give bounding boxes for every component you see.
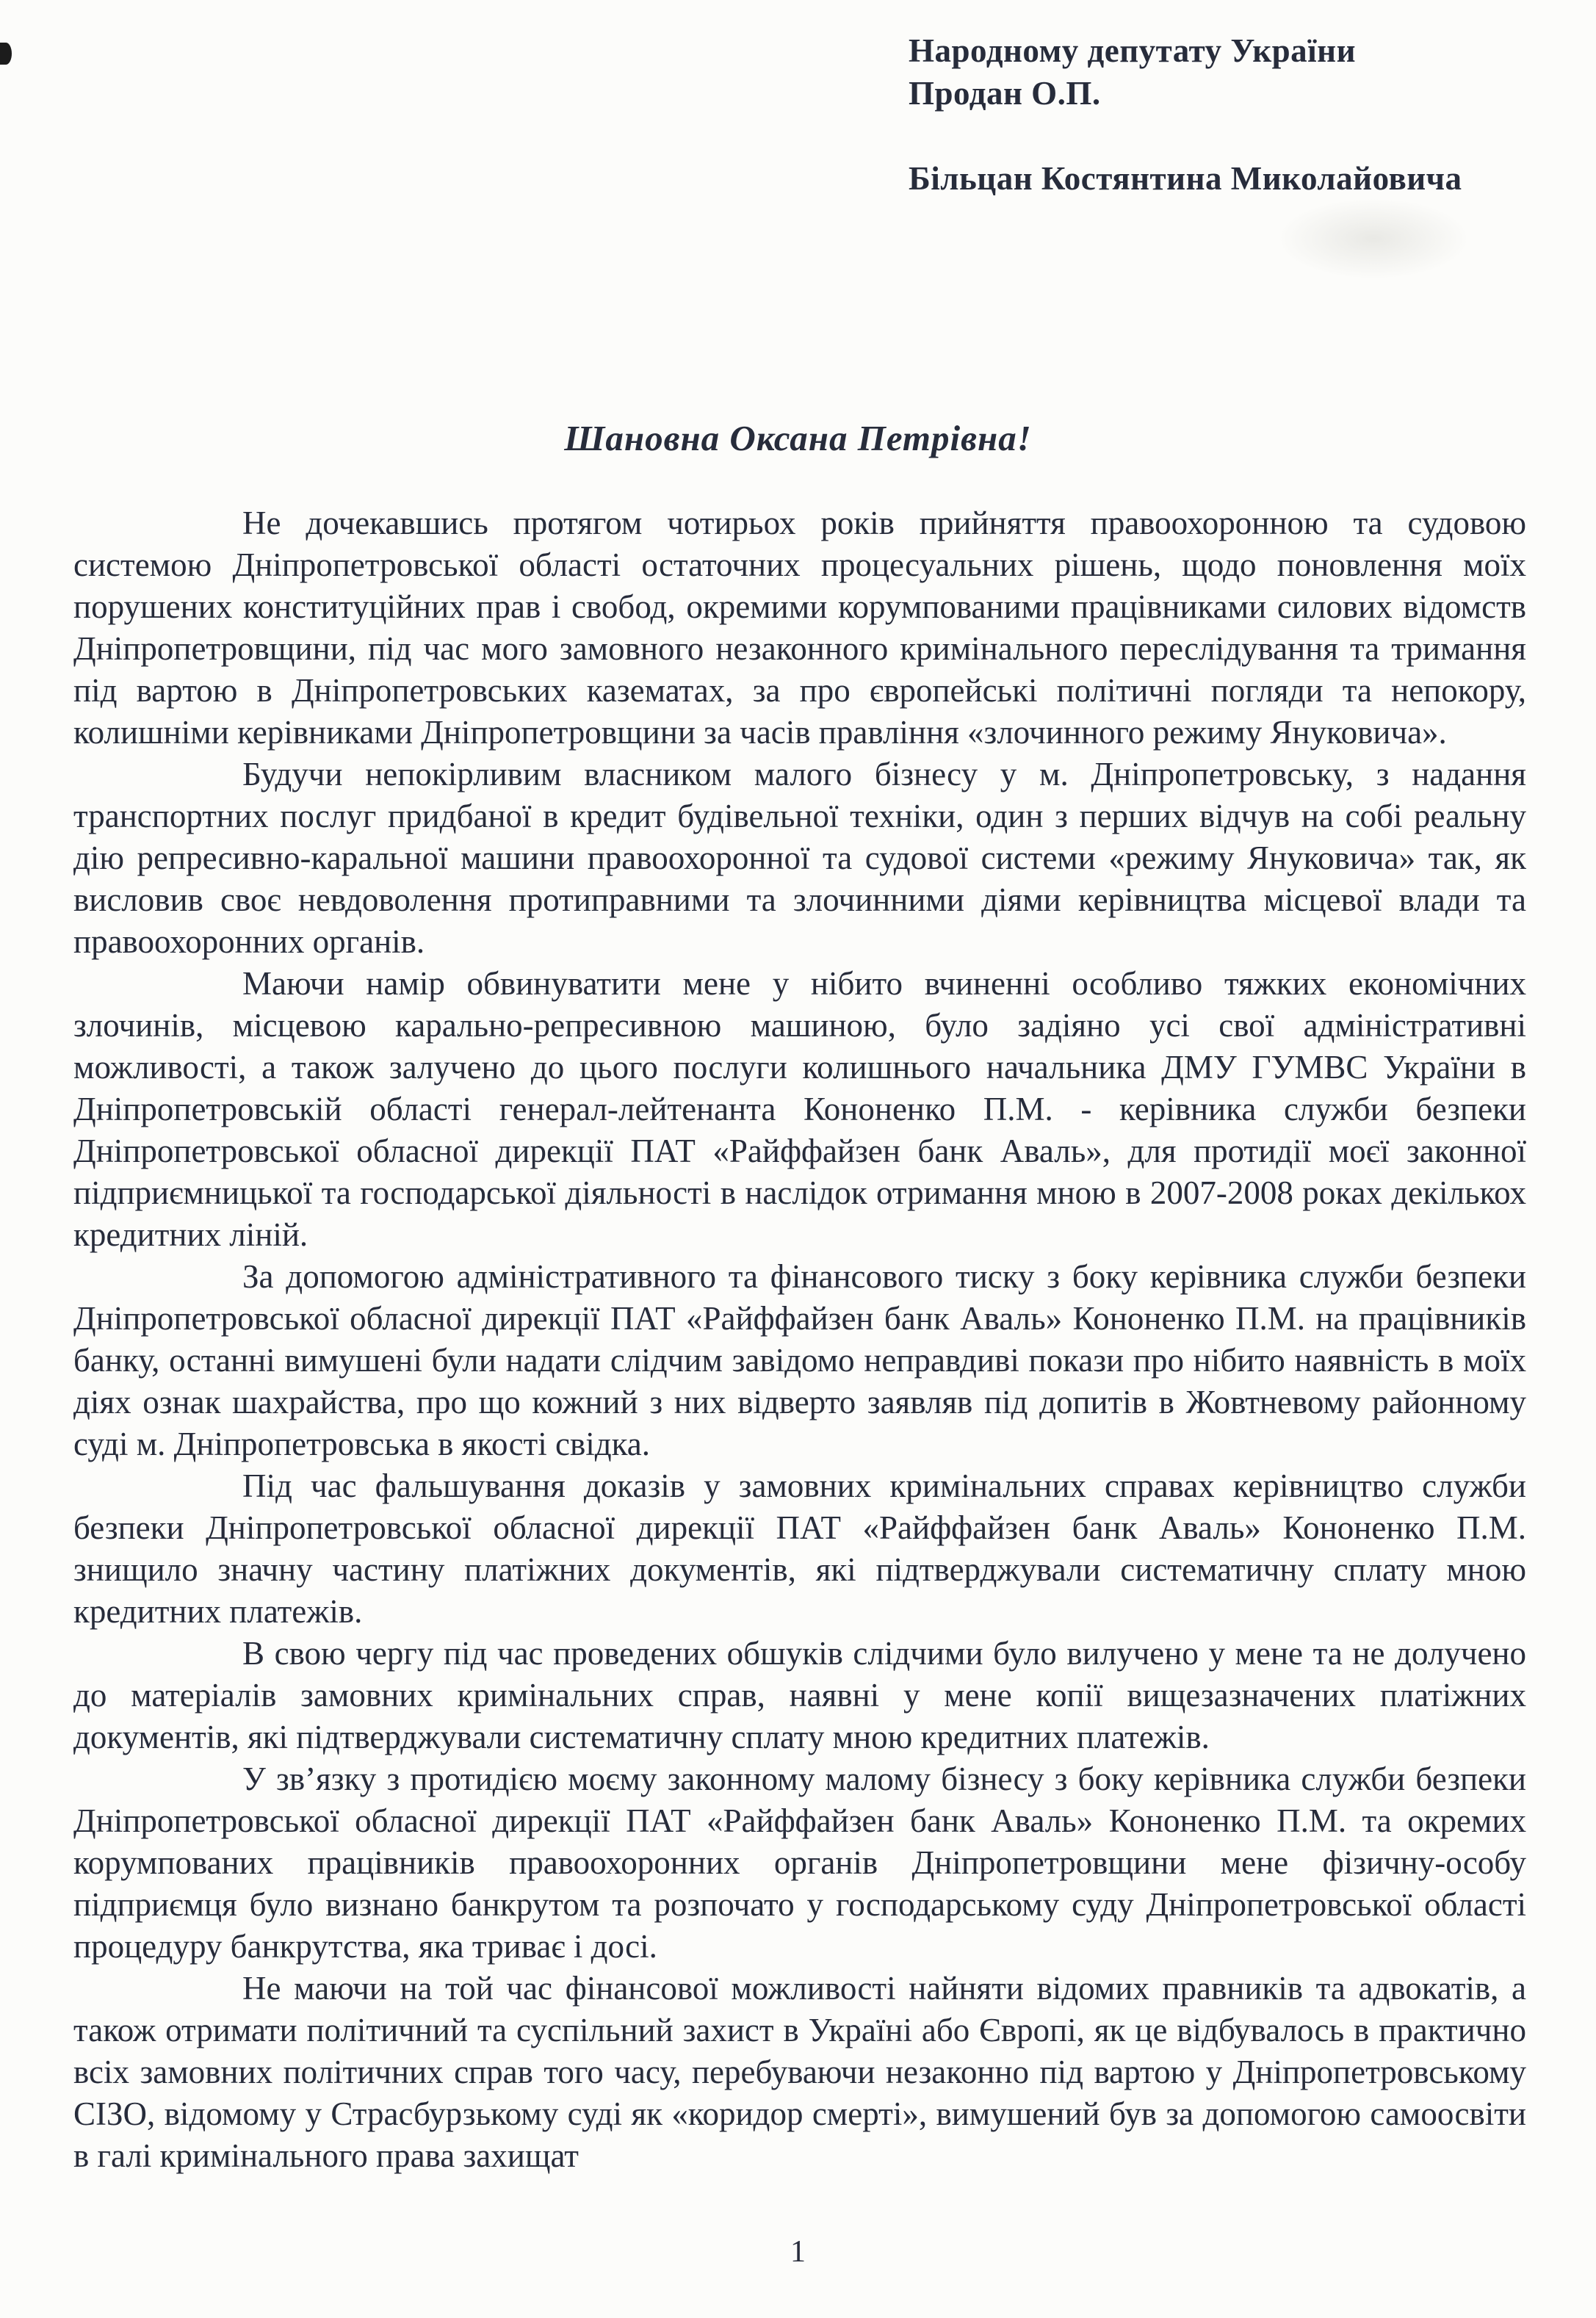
paragraph-3: Маючи намір обвинуватити мене у нібито вчиненні особливо тяжких економічних злочинів, місцевою карально-репресивною машиною, було задіяно усі свої адміністративні можливості, а також залучено до цього послуги колишнього начальника ДМУ ГУМВС України в Дніпропетровській області генерал-лейтенанта Кононенко П.М. - керівника служби безпеки Дніпропетровської обласної дирекції ПАТ «Райффайзен банк Аваль», для протидії моєї законної підприємницької та господарської діяльності в наслідок отримання мною в 2007-2008 роках декількох кредитних ліній. <box>73 965 1526 1253</box>
paragraph-6: В свою чергу під час проведених обшуків слідчими було вилучено у мене та не долучено до матеріалів замовних кримінальних справ, наявні у мене копії вищезазначених платіжних документів, які підтверджували систематичну сплату мною кредитних платежів. <box>73 1635 1526 1755</box>
salutation: Шановна Оксана Петрівна! <box>564 418 1032 458</box>
paragraph-5: Під час фальшування доказів у замовних кримінальних справах керівництво служби безпеки Дніпропетровської обласної дирекції ПАТ «Райффайзен банк Аваль» Кононенко П.М. знищило значну частину платіжних документів, які підтверджували систематичну сплату мною кредитних платежів. <box>73 1467 1526 1630</box>
letter-body <box>73 502 1526 2177</box>
page-number: 1 <box>790 2235 806 2269</box>
scan-artifact-speck <box>0 43 12 65</box>
paragraph-7: У зв’язку з протидією моєму законному малому бізнесу з боку керівника служби безпеки Дніпропетровської обласної дирекції ПАТ «Райффайзен банк Аваль» Кононенко П.М. та окремих корумпованих працівників правоохоронних органів Дніпропетровщини мене фізичну-особу підприємця було визнано банкрутом та розпочато у господарському суду Дніпропетровської області процедуру банкрутства, яка триває і досі. <box>73 1761 1526 1965</box>
paragraph-8: Не маючи на той час фінансової можливості найняти відомих правників та адвокатів, а також отримати політичний та суспільний захист в Україні або Європі, як це відбувалось в практично всіх замовних політичних справ того часу, перебуваючи незаконно під вартою у Дніпропетровському СІЗО, відомому у Страсбурзькому суді як «коридор смерті», вимушений був за допомогою самоосвіти в галі кримінального права захищат <box>73 1970 1526 2174</box>
paragraph-2: Будучи непокірливим власником малого бізнесу у м. Дніпропетровську, з надання транспортних послуг придбаної в кредит будівельної техніки, один з перших відчув на собі реальну дію репресивно-каральної машини правоохоронної та судової системи «режиму Януковича» так, як висловив своє невдоволення протиправними та злочинними діями керівництва місцевої влади та правоохоронних органів. <box>73 756 1526 960</box>
recipient-line-1: Народному депутату України <box>909 32 1357 69</box>
recipient-block <box>909 29 1356 115</box>
sender-name: Більцан Костянтина Миколайовича <box>909 160 1462 197</box>
paragraph-4: За допомогою адміністративного та фінансового тиску з боку керівника служби безпеки Дніпропетровської обласної дирекції ПАТ «Райффайзен банк Аваль» Кононенко П.М. на працівників банку, останні вимушені були надати слідчим завідомо неправдиві покази про нібито наявність в моїх діях ознак шахрайства, про що кожний з них відверто заявляв під допитів в Жовтневому районному суді м. Дніпропетровська в якості свідка. <box>73 1258 1526 1462</box>
recipient-line-2: Продан О.П. <box>909 75 1101 112</box>
paragraph-1: Не дочекавшись протягом чотирьох років прийняття правоохоронною та судовою системою Дніпропетровської області остаточних процесуальних рішень, щодо поновлення моїх порушених конституційних прав і свобод, окремими корумпованими працівниками силових відомств Дніпропетровщини, під час мого замовного незаконного кримінального переслідування та тримання під вартою в Дніпропетровських казематах, за про європейські політичні погляди та непокору, колишніми керівниками Дніпропетровщини за часів правління «злочинного режиму Януковича». <box>73 505 1526 751</box>
scan-artifact-smudge <box>1278 198 1469 279</box>
